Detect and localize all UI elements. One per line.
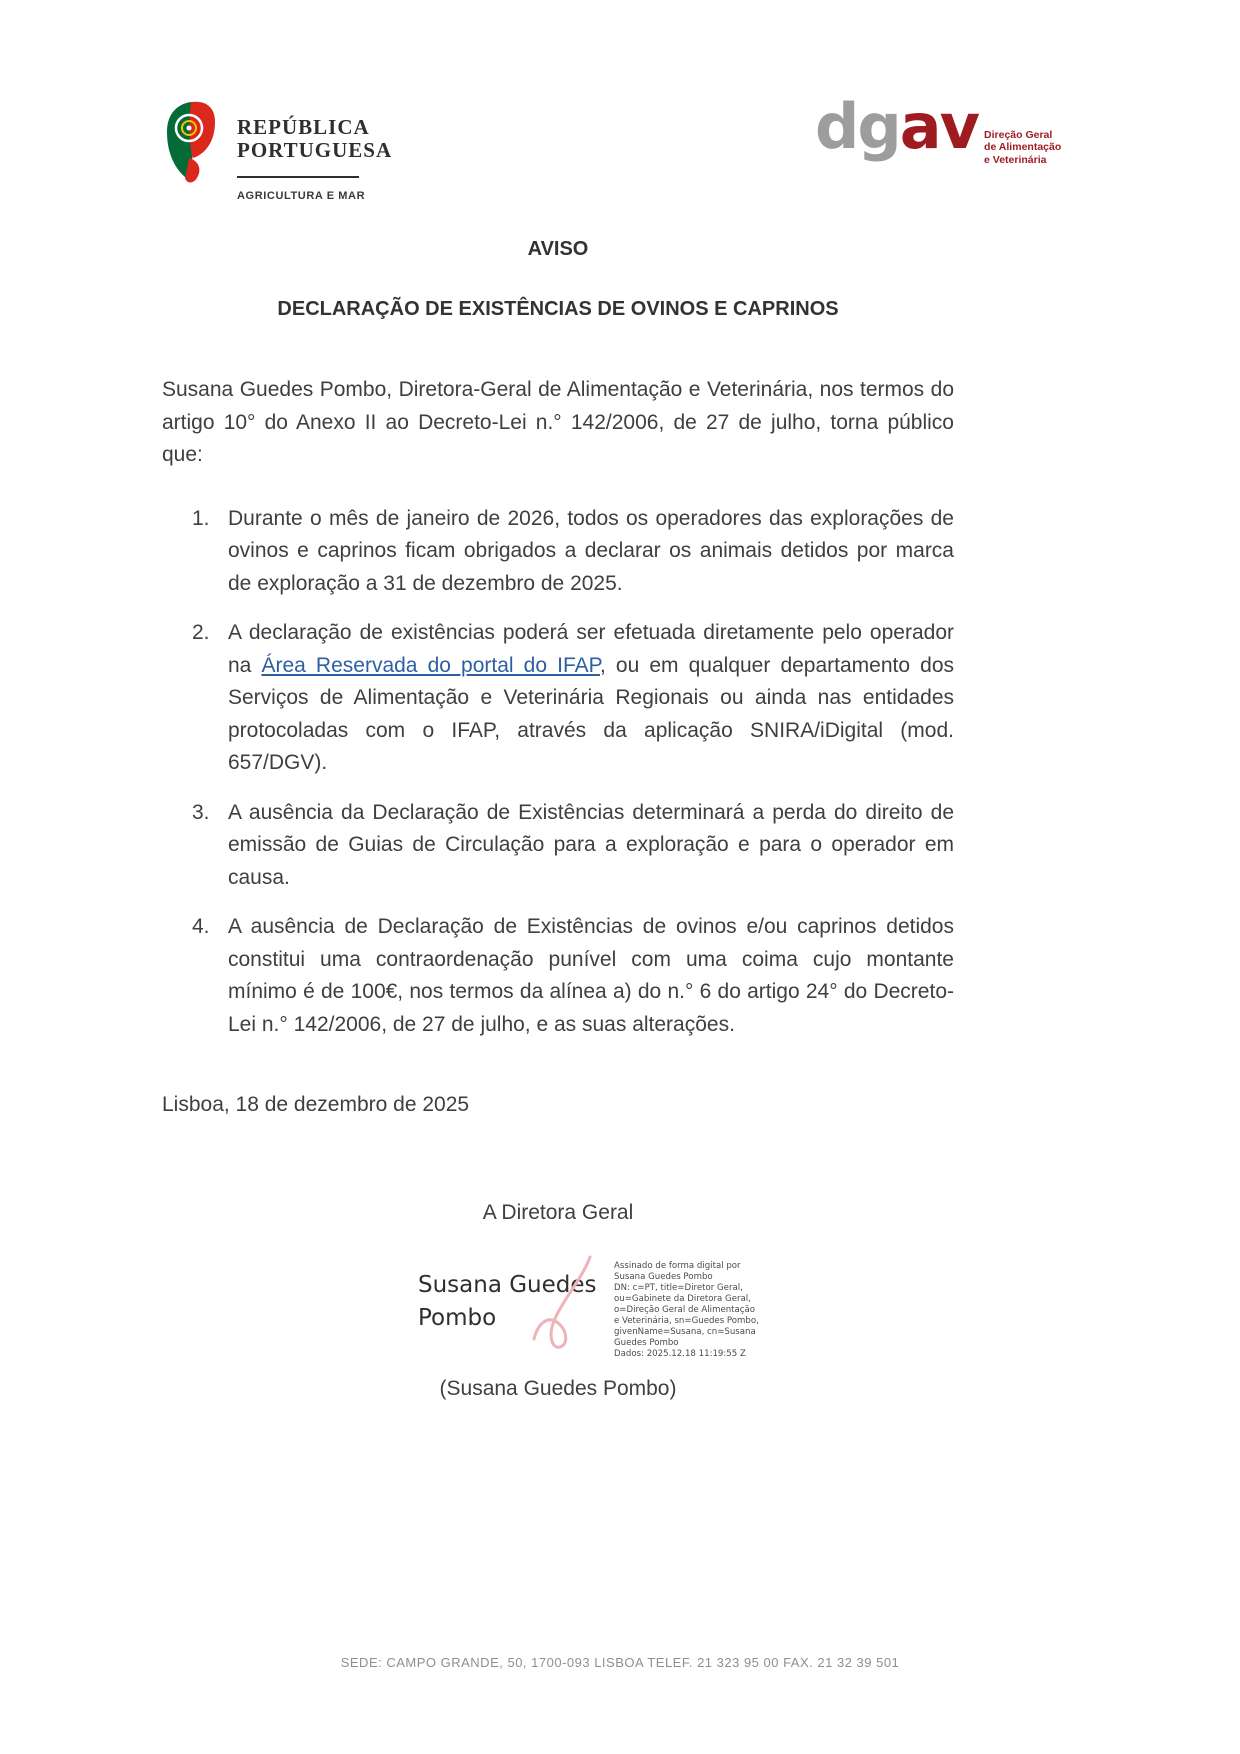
signature-name: Susana Guedes Pombo (418, 1272, 597, 1331)
dateline: Lisboa, 18 de dezembro de 2025 (162, 1093, 470, 1116)
intro-paragraph: Susana Guedes Pombo, Diretora-Geral de Alimentação e Veterinária, nos termos do artigo 10° do Anexo II ao Decreto-Lei n.° 142/2006, de 27 de julho, torna público que: (162, 378, 954, 466)
document-body (162, 238, 954, 1401)
footer-address: SEDE: CAMPO GRANDE, 50, 1700-093 LISBOA TELEF. 21 323 95 00 FAX. 21 32 39 501 (340, 1655, 900, 1670)
list-item (162, 617, 954, 780)
numbered-list (162, 503, 954, 1042)
list-item-text: A declaração de existências poderá ser efetuada diretamente pelo operador na Área Reservada do portal do IFAP, ou em qualquer departamento dos Serviços de Alimentação e Veterinária Regionais ou ainda nas entidades protocoladas com o IFAP, através da aplicação SNIRA/iDigital (mod. 657/DGV). (228, 621, 954, 774)
portugal-flag-emblem-icon (163, 98, 219, 186)
gov-logo-divider (237, 176, 359, 178)
document-title: AVISO (527, 238, 589, 260)
gov-logo-title: REPÚBLICA PORTUGUESA (237, 115, 393, 162)
document-subtitle: DECLARAÇÃO DE EXISTÊNCIAS DE OVINOS E CAPRINOS (277, 298, 839, 320)
gov-logo-subtitle: AGRICULTURA E MAR (237, 190, 366, 202)
list-item (162, 503, 954, 601)
ifap-portal-link[interactable]: Área Reservada do portal do IFAP (261, 653, 600, 677)
list-item (162, 797, 954, 895)
digital-signature-block (418, 1251, 878, 1361)
dgav-logo (815, 90, 1062, 166)
signature-role: A Diretora Geral (482, 1201, 634, 1224)
list-item-text: A ausência de Declaração de Existências de ovinos e/ou caprinos detidos constitui uma contraordenação punível com uma coima cujo montante mínimo é de 100€, nos termos da alínea a) do n.° 6 do artigo 24° do Decreto-Lei n.° 142/2006, de 27 de julho, e as suas alterações. (228, 915, 954, 1036)
list-item-number: 4. (192, 915, 210, 938)
dgav-wordmark: dgav (815, 90, 979, 163)
dgav-caption: Direção Geral de Alimentação e Veterinária (984, 128, 1062, 166)
republica-portuguesa-logo (163, 98, 392, 202)
list-item-text: A ausência da Declaração de Existências determinará a perda do direito de emissão de Guias de Circulação para a exploração e para o operador em causa. (228, 800, 954, 889)
list-item (162, 911, 954, 1041)
list-item-number: 3. (192, 800, 210, 824)
signature-flourish-icon (528, 1251, 598, 1361)
digital-signature-details: Assinado de forma digital por Susana Guedes Pombo DN: c=PT, title=Diretor Geral, ou=Gabinete da Diretora Geral, o=Direção Geral de Alimentação e Veterinária, sn=Guedes Pombo, givenName=Susana, cn=Susana Guedes Pombo Dados: 2025.12.18 11:19:55 Z (614, 1261, 759, 1359)
list-item-text: Durante o mês de janeiro de 2026, todos os operadores das explorações de ovinos e caprinos ficam obrigados a declarar os animais detidos por marca de exploração a 31 de dezembro de 2025. (228, 506, 954, 595)
signature-typed-name: (Susana Guedes Pombo) (439, 1377, 677, 1400)
list-item-number: 2. (192, 621, 210, 644)
list-item-number: 1. (192, 506, 210, 530)
